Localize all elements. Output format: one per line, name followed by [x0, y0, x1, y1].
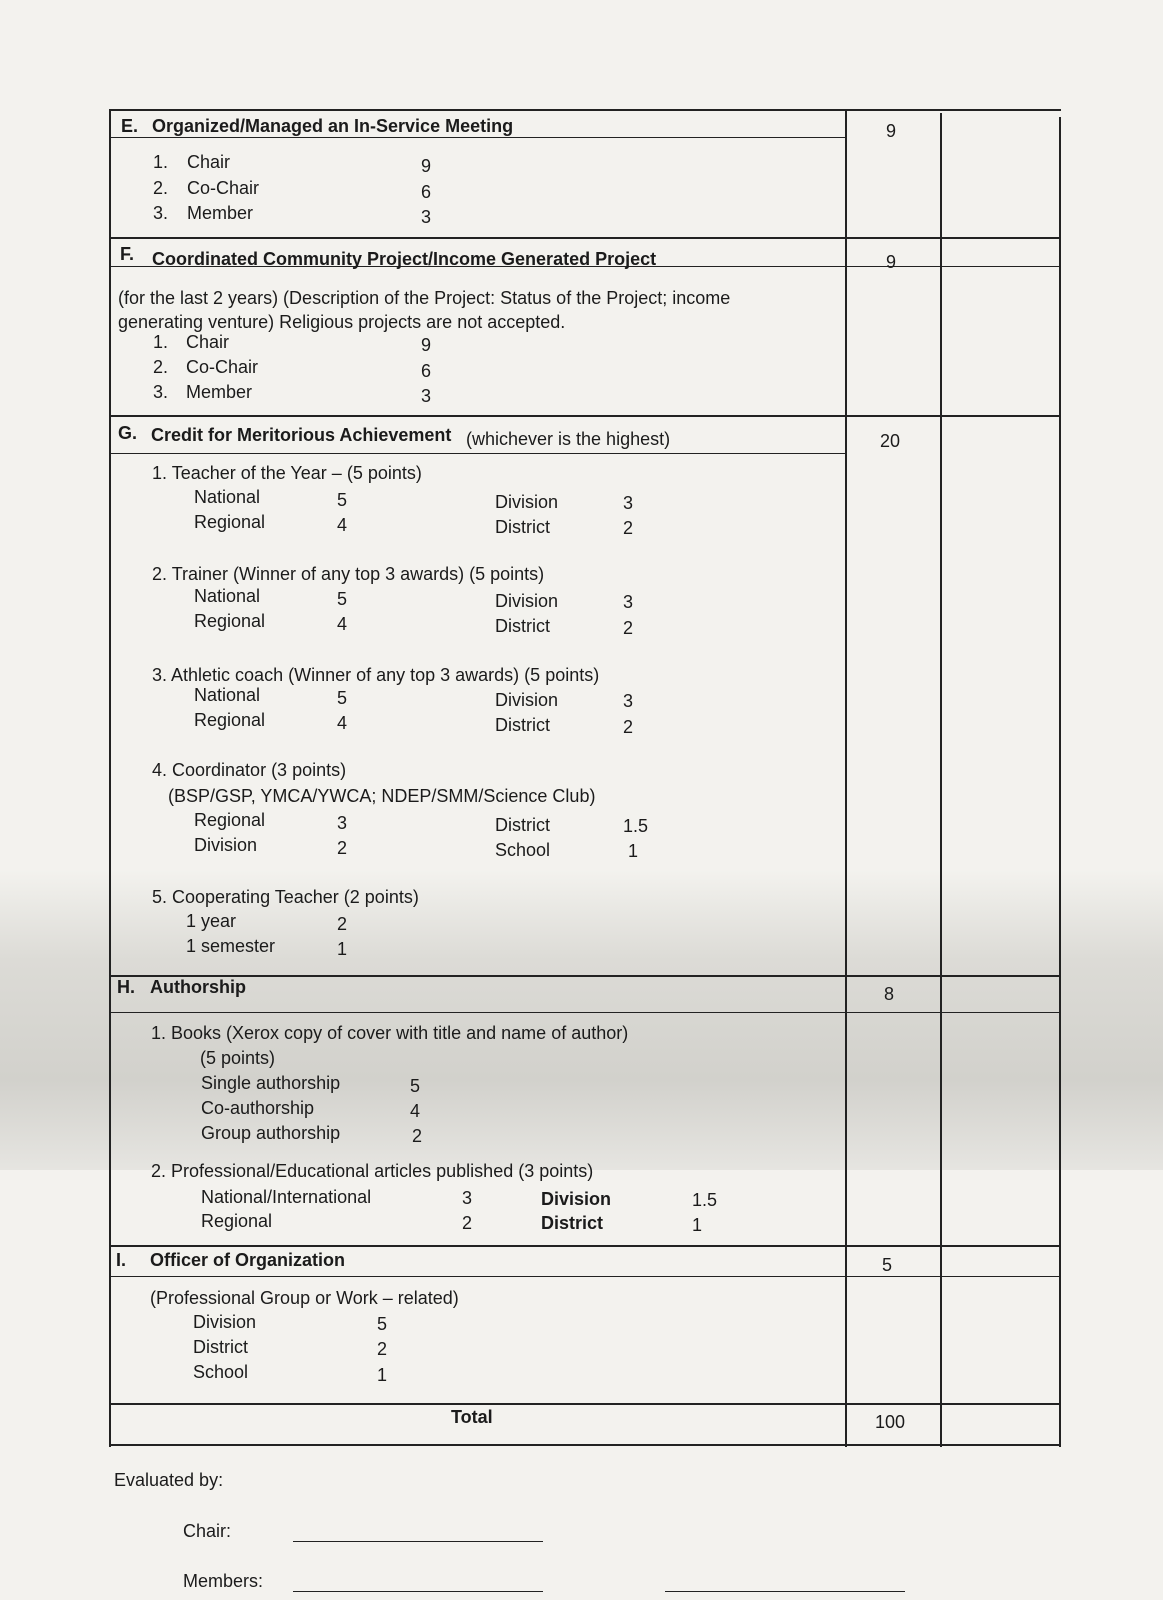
list-item-number: 1.: [153, 152, 169, 172]
g-level-points: 5: [337, 688, 348, 708]
list-item-number: 3.: [153, 203, 169, 223]
h-level-label: Single authorship: [201, 1073, 341, 1093]
row-rule-total-top: [109, 1403, 1061, 1405]
g-level-label: National: [194, 685, 261, 705]
section-e-title: Organized/Managed an In-Service Meeting: [152, 116, 514, 136]
g-level-points: 3: [337, 813, 348, 833]
total-label: Total: [451, 1407, 493, 1427]
g-level-label: School: [495, 840, 551, 860]
row-rule-g-top: [109, 415, 1061, 417]
section-i-points: 5: [882, 1255, 893, 1275]
i-level-label: Division: [193, 1312, 257, 1332]
g-level-points: 4: [337, 713, 348, 733]
g-level-points: 2: [623, 618, 634, 638]
h-level-points: 3: [462, 1188, 473, 1208]
g-level-points: 3: [623, 691, 634, 711]
row-rule-h-top: [109, 975, 1061, 977]
section-f-points: 9: [886, 252, 897, 272]
g-level-points: 5: [337, 589, 348, 609]
h-item-1-heading: 1. Books (Xerox copy of cover with title and name of author): [151, 1023, 629, 1043]
g-level-label: Regional: [194, 512, 266, 532]
g-level-points: 2: [337, 838, 348, 858]
table-border-right: [1059, 117, 1061, 1447]
g-item-4-subheading: (BSP/GSP, YMCA/YWCA; NDEP/SMM/Science Club): [168, 786, 596, 806]
g-level-label: District: [495, 517, 550, 537]
table-top-border: [109, 109, 1061, 111]
section-g-points: 20: [880, 431, 901, 451]
list-item-label: Chair: [187, 152, 231, 172]
g-level-label: District: [495, 616, 550, 636]
section-h-letter: H.: [117, 977, 135, 997]
list-item-label: Member: [186, 382, 253, 402]
g-level-points: 2: [623, 518, 634, 538]
section-g-title-suffix: (whichever is the highest): [466, 429, 671, 449]
g-item-2-heading: 2. Trainer (Winner of any top 3 awards) (5 points): [152, 564, 545, 584]
member-signature-line[interactable]: [293, 1591, 543, 1592]
list-item-points: 9: [421, 335, 432, 355]
list-item-number: 2.: [153, 357, 169, 377]
g-level-points: 5: [337, 490, 348, 510]
h-item-2-heading: 2. Professional/Educational articles published (3 points): [151, 1161, 594, 1181]
i-level-label: School: [193, 1362, 249, 1382]
g-level-points: 1: [628, 841, 639, 861]
list-item-number: 1.: [153, 332, 169, 352]
row-rule-e: [109, 137, 847, 138]
section-h-points: 8: [884, 984, 895, 1004]
list-item-label: Chair: [186, 332, 230, 352]
g-level-label: Division: [495, 690, 559, 710]
g-level-label: 1 semester: [186, 936, 276, 956]
i-level-points: 1: [377, 1365, 388, 1385]
list-item-points: 6: [421, 182, 432, 202]
section-g-title: Credit for Meritorious Achievement: [151, 425, 452, 445]
section-i-subheading: (Professional Group or Work – related): [150, 1288, 459, 1308]
i-level-label: District: [193, 1337, 248, 1357]
g-level-label: Division: [495, 492, 559, 512]
row-rule-i-top: [109, 1245, 1061, 1247]
list-item-points: 3: [421, 207, 432, 227]
g-item-1-heading: 1. Teacher of the Year – (5 points): [152, 463, 422, 483]
g-level-label: Division: [495, 591, 559, 611]
evaluated-by-label: Evaluated by:: [114, 1470, 224, 1490]
row-rule-i: [109, 1276, 1061, 1277]
section-f-title: Coordinated Community Project/Income Generated Project: [152, 249, 657, 269]
g-item-3-heading: 3. Athletic coach (Winner of any top 3 awards) (5 points): [152, 665, 600, 685]
list-item-points: 9: [421, 156, 432, 176]
g-level-points: 3: [623, 493, 634, 513]
g-level-points: 1: [337, 939, 348, 959]
g-level-points: 2: [337, 914, 348, 934]
section-e-points: 9: [886, 121, 897, 141]
g-level-label: Division: [194, 835, 258, 855]
list-item-points: 3: [421, 386, 432, 406]
row-rule-h: [109, 1012, 1061, 1013]
member-signature-line[interactable]: [665, 1591, 905, 1592]
h-level-points: 4: [410, 1101, 421, 1121]
h-item-1-subheading: (5 points): [200, 1048, 276, 1068]
section-h-title: Authorship: [150, 977, 246, 997]
g-level-label: 1 year: [186, 911, 237, 931]
section-i-letter: I.: [116, 1250, 127, 1270]
list-item-label: Co-Chair: [187, 178, 260, 198]
row-rule-g: [109, 453, 847, 454]
total-value: 100: [875, 1412, 906, 1432]
h-level-points: 1: [692, 1215, 703, 1235]
h-level-label: Co-authorship: [201, 1098, 315, 1118]
list-item-points: 6: [421, 361, 432, 381]
scan-shadow: [0, 870, 1163, 1170]
g-item-5-heading: 5. Cooperating Teacher (2 points): [152, 887, 419, 907]
i-level-points: 5: [377, 1314, 388, 1334]
section-g-letter: G.: [118, 423, 138, 443]
g-level-label: Regional: [194, 810, 266, 830]
list-item-label: Co-Chair: [186, 357, 259, 377]
g-level-label: National: [194, 586, 261, 606]
chair-signature-line[interactable]: [293, 1541, 543, 1542]
row-rule-f-top: [109, 237, 1061, 239]
g-level-label: National: [194, 487, 261, 507]
h-level-label: Division: [541, 1189, 612, 1209]
list-item-number: 3.: [153, 382, 169, 402]
g-level-points: 2: [623, 717, 634, 737]
g-level-points: 4: [337, 515, 348, 535]
g-level-points: 4: [337, 614, 348, 634]
members-label: Members:: [183, 1571, 264, 1591]
g-level-label: District: [495, 815, 550, 835]
i-level-points: 2: [377, 1339, 388, 1359]
section-i-title: Officer of Organization: [150, 1250, 346, 1270]
h-level-label: Regional: [201, 1211, 273, 1231]
h-level-label: National/International: [201, 1187, 372, 1207]
g-level-label: Regional: [194, 710, 266, 730]
g-level-label: Regional: [194, 611, 266, 631]
g-item-4-heading: 4. Coordinator (3 points): [152, 760, 347, 780]
h-level-points: 2: [412, 1126, 423, 1146]
section-f-description-2: generating venture) Religious projects are not accepted.: [118, 312, 566, 332]
h-level-label: Group authorship: [201, 1123, 341, 1143]
chair-label: Chair:: [183, 1521, 232, 1541]
g-level-points: 3: [623, 592, 634, 612]
h-level-label: District: [541, 1213, 604, 1233]
list-item-label: Member: [187, 203, 254, 223]
list-item-number: 2.: [153, 178, 169, 198]
section-f-letter: F.: [120, 244, 135, 264]
g-level-points: 1.5: [623, 816, 649, 836]
h-level-points: 2: [462, 1213, 473, 1233]
section-e-letter: E.: [121, 116, 139, 136]
table-bottom-border: [109, 1444, 1061, 1446]
g-level-label: District: [495, 715, 550, 735]
h-level-points: 1.5: [692, 1190, 718, 1210]
section-f-description-1: (for the last 2 years) (Description of the Project: Status of the Project; income: [118, 288, 731, 308]
h-level-points: 5: [410, 1076, 421, 1096]
